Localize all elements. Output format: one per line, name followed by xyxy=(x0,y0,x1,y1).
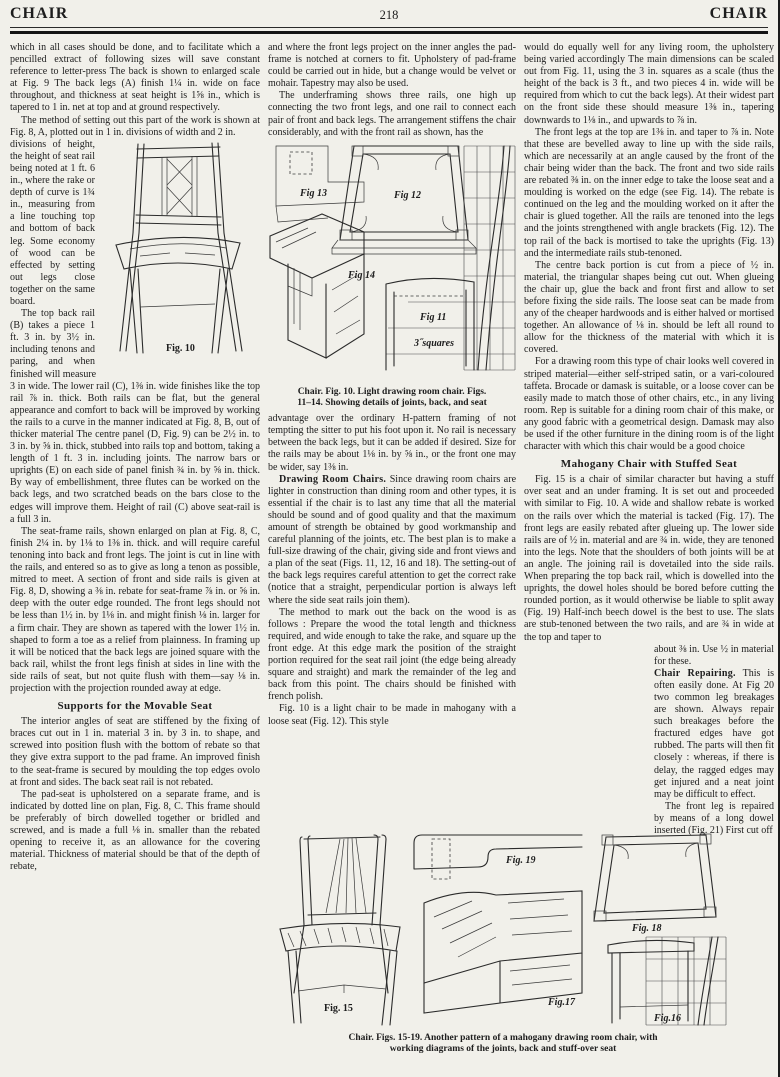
running-head xyxy=(10,5,768,27)
column-1 xyxy=(10,42,260,873)
fig-13-label: Fig 13 xyxy=(300,187,327,199)
paragraph: The pad-seat is upholstered on a separate frame, and is indicated by dotted line on plan, Fig. 8, C. This frame should be preferably of birch dowelled together or bridled and screwed, and is made a full ⅛ in. smaller than the rebated opening to receive it, as an allowance for the covering material. Thickness of material should be that of the depth of rebate, xyxy=(10,788,260,873)
paragraph: The centre back portion is cut from a piece of ½ in. material, the triangular shapes being cut out. When glueing the chair up, glue the back and front first and allow to set before fixing the side rails. The loose seat can be made from any of the cheaper hardwoods and is either halved or mortised together. An allowance of ⅛ in. should be left all round to allow for the thickness of the material with which it is covered. xyxy=(524,259,774,356)
figure-caption-11-14: Chair. Fig. 10. Light drawing room chair. Figs. 11–14. Showing details of joints, back, and seat xyxy=(297,386,487,408)
paragraph: For a drawing room this type of chair looks well covered in striped material—either self-striped satin, or a vari-coloured taffeta. Brocade or damask is suitable, or a loose cover can be easily made to match those of other chairs, etc., in any living room. Rep is suitable for a dining room chair of this make, or any good fabric with a geometrical design. Damask may also be used if the other furniture in the dining room is of the light character with which this chair would be a good choice xyxy=(524,356,774,453)
figure-10-chair-drawing xyxy=(100,141,260,359)
paragraph: The method of setting out this part of the work is shown at Fig. 8, A, plotted out in 1 in. divisions of width and 2 in. xyxy=(10,114,260,138)
paragraph: The front leg is repaired by means of a long dowel inserted (Fig. 21) First cut off xyxy=(654,800,774,836)
heading-drawing-room-chairs: Drawing Room Chairs. xyxy=(279,473,387,485)
paragraph: The interior angles of seat are stiffened by the fixing of braces cut out in 1 in. material 3 in. by 3 in. to shape, and screwed into position flush with the bottom of rebate so that they give extra support to the pad frame. An improved finish to the seat-frame is secured by moulding the top edges ovolo at front and sides. The back seat rail is not rebated. xyxy=(10,716,260,788)
column-2 xyxy=(268,42,516,728)
paragraph: The front legs at the top are 1⅜ in. and taper to ⅞ in. Note that these are bevelled away to line up with the side rails, which are necessarily at an angle caused by the front of the chair being wider than the back. The front and two side rails are rebated ⅜ in. on the inner edge to take the loose seat and a moulding is worked on the edge (see Fig. 14). The rebate is continued on the leg and the moulding worked on it after the chair is glued together. All the rails are tenoned into the legs and the joints strengthened with angle brackets (Fig. 12). The top rail of the back is mortised to take the uprights (Fig. 13) and the intermediate rails stub-tenoned. xyxy=(524,126,774,259)
chair-line-drawing-icon xyxy=(100,141,260,359)
header-rule-thin xyxy=(10,27,768,28)
paragraph: The method to mark out the back on the wood is as follows : Prepare the wood the total length and thickness required, and wide enough to take the rake, and square up the front edge. At this edge mark the position of the straight portion required for the seat rail joint (the edge being already square and straight) and mark the remainder of the leg and back from this point. The chairs should be finished with french polish. xyxy=(268,606,516,703)
paragraph-text: This is often easily done. At Fig 20 two common leg breakages are shown. Always repair such breakages before the fractured edges have got rubbed. The parts will then fit closely : whereas, if there is delay, the ragged edges may get injured and a neat joint may be difficult to effect. xyxy=(654,667,774,800)
heading-supports-for-movable-seat: Supports for the Movable Seat xyxy=(57,700,213,713)
figure-11-14-diagrams xyxy=(268,144,516,384)
paragraph: 3 in wide. The lower rail (C), 1⅜ in. wide finishes like the top rail ⅞ in. thick. Both rails can be flat, but the general appearance and comfort to back will be improved by working the rails to a curve in the manner indicated at Fig. 8, B, out of thicker material The centre panel (D, Fig. 9) can be 2½ in. to 3 in. by ⅝ in. thick, stubbed into rails top and bottom, taking a length of 1 ft. 3 in. including joints. The narrow bars or uprights (E) on each side of panel finish ¾ in. by ⅝ in. thick. By way of embellishment, three flutes can be worked on the back legs, and two scratched beads on the bars close to the edges will improve them. Height of rail (C) above seat-rail is a full 3 in. xyxy=(10,380,260,525)
fig-12-label: Fig 12 xyxy=(394,189,421,201)
paragraph: Fig. 10 is a light chair to be made in mahogany with a loose seat (Fig. 12). This style xyxy=(268,703,516,727)
fig-19-label: Fig. 19 xyxy=(506,855,536,866)
fig-11-label: Fig 11 xyxy=(420,311,447,323)
column-3 xyxy=(524,42,774,944)
paragraph: which in all cases should be done, and to facilitate which a pencilled extract of following sizes will save constant reference to letter-press The back is shown to enlarged scale at Fig. 9 The back legs (A) finish 1¼ in. wide on face throughout, and thickness at seat height is 1⅝ in., which is tapered to 1 in. net at top and at ground respectively. xyxy=(10,42,260,114)
heading-mahogany-chair-stuffed-seat: Mahogany Chair with Stuffed Seat xyxy=(560,458,738,471)
paragraph: about ⅜ in. Use ½ in material for these. xyxy=(654,643,774,667)
three-inch-squares-label: 3˝squares xyxy=(414,337,455,349)
running-head-right: CHAIR xyxy=(709,5,768,22)
paragraph: and where the front legs project on the inner angles the pad-frame is notched at corners to fit. Upholstery of pad-frame could be carried out in hide, but a change would be velvet or mohair. Tapestry may also be used. xyxy=(268,42,516,90)
mahogany-chair-diagrams-icon xyxy=(264,833,742,1029)
figure-caption-15-19: Chair. Figs. 15-19. Another pattern of a mahogany drawing room chair, with working diagrams of the joints, back and stuff-over seat xyxy=(348,1033,658,1055)
fig-14-label: Fig 14 xyxy=(348,269,375,281)
running-head-left: CHAIR xyxy=(10,5,69,22)
figure-15-19-diagrams xyxy=(264,833,742,1029)
paragraph: advantage over the ordinary H-pattern framing of not tempting the sitter to put his foot upon it. No rail is necessary between the back legs, but it can be added if desired. Size for the rails may be about 1⅛ in. by ⅝ in., or the front one may be wider, say 1⅜ in. xyxy=(268,413,516,473)
fig-17-label: Fig.17 xyxy=(548,997,575,1008)
paragraph: The underframing shows three rails, one high up connecting the two front legs, and one rail to connect each pair of front and back legs. The arrangement stiffens the chair considerably, and with the front rail as shown, has the xyxy=(268,90,516,138)
paragraph: Fig. 15 is a chair of similar character but having a stuff over seat and an under framing. It is set out and proceeded with similar to Fig. 10. A wide and shallow rebate is worked on the rails over which the material is tacked (Fig. 17). The front legs are easily rebated after glueing up. The lower side rails are of ½ in. material and are ¾ in. wide, they are tenoned into the legs. Note that the shoulders of both joints will be at an angle. The joining rail is dovetailed into the side rails. When preparing the top back rail, which is dowelled into the uprights, the dowel holes should be bored before cutting the rounded portion, as it would otherwise be liable to split away (Fig. 19) Half-inch beech dowel is the best to use. The slats are stub-tenoned between the two rails, and are ¾ in wide at the top and taper to xyxy=(524,474,774,643)
paragraph: would do equally well for any living room, the upholstery being varied accordingly The main dimensions can be scaled out from Fig. 11, using the 3 in. squares as a scale (thus the height of the back is 3 ft., and two pieces 4 in. wide will be required from which to cut the back legs). At their widest part on the front side these should measure 1⅜ in., tapering downwards to 1⅛ in., and upwards to ⅞ in. xyxy=(524,42,774,126)
fig-16-label: Fig.16 xyxy=(654,1013,681,1024)
paragraph: The seat-frame rails, shown enlarged on plan at Fig. 8, C, finish 2¼ in. by 1⅛ to 1⅜ in. thick. and will require careful tenoning into back and front legs. The joint is cut in line with the rails, and entered so as to give as long a tenon as possible, mitred to meet. A section of front and side rails is given at Fig. 8, D, showing a ⅜ in. rebate for seat-frame ⅞ in. or ⅝ in. deep with the outer edge rounded. The front legs should not be less than 1½ in. by 1⅛ in. and might finish ⅛ in. larger for a firm chair. They are shown as tapered with the lower 1½ in. shaped to form a toe as a relief from plainness. In framing up it will be noticed that the back legs are joined square with the back rail, whilst the front legs finish at sides in line with the side rails of seat, but not quite flush with them—say ⅛ in. projection with the projection rounded away at edge. xyxy=(10,525,260,694)
paragraph: divisions of height, the height of seat rail being noted at 1 ft. 6 in., where the rake or depth of curve is 1¾ in., measuring from a line touching top and bottom of back leg. Some economy of wood can be effected by setting out legs close together on the same board. xyxy=(10,138,95,307)
joint-diagrams-icon xyxy=(268,144,516,384)
narrow-text-block xyxy=(524,644,774,838)
page-number: 218 xyxy=(379,8,399,22)
fig-10-label: Fig. 10 xyxy=(166,342,195,354)
heading-chair-repairing: Chair Repairing. xyxy=(654,667,736,679)
fig-15-label: Fig. 15 xyxy=(324,1003,353,1014)
fig-18-label: Fig. 18 xyxy=(632,923,662,934)
paragraph xyxy=(268,474,516,607)
paragraph: The top back rail (B) takes a piece 1 ft. 3 in. by 3½ in. including tenons and paring, and when finished will measure xyxy=(10,308,97,380)
paragraph-text: Since drawing room chairs are lighter in construction than dining room and other types, it is essential if the chair is to last any time that all the material should be sound and of good quality and that the maximum amount of strength be obtained by good workmanship and careful planning of the joints, etc. The best plan is to make a full-size drawing of the chair, giving side and front views and a plan of the seat (Figs. 11, 12, 16 and 18). The setting-out of the back legs requires careful attention to get the correct rake (notice that a straight, perpendicular portion is always left where the side seat rails join them). xyxy=(268,473,517,606)
header-rule-thick xyxy=(10,31,768,34)
